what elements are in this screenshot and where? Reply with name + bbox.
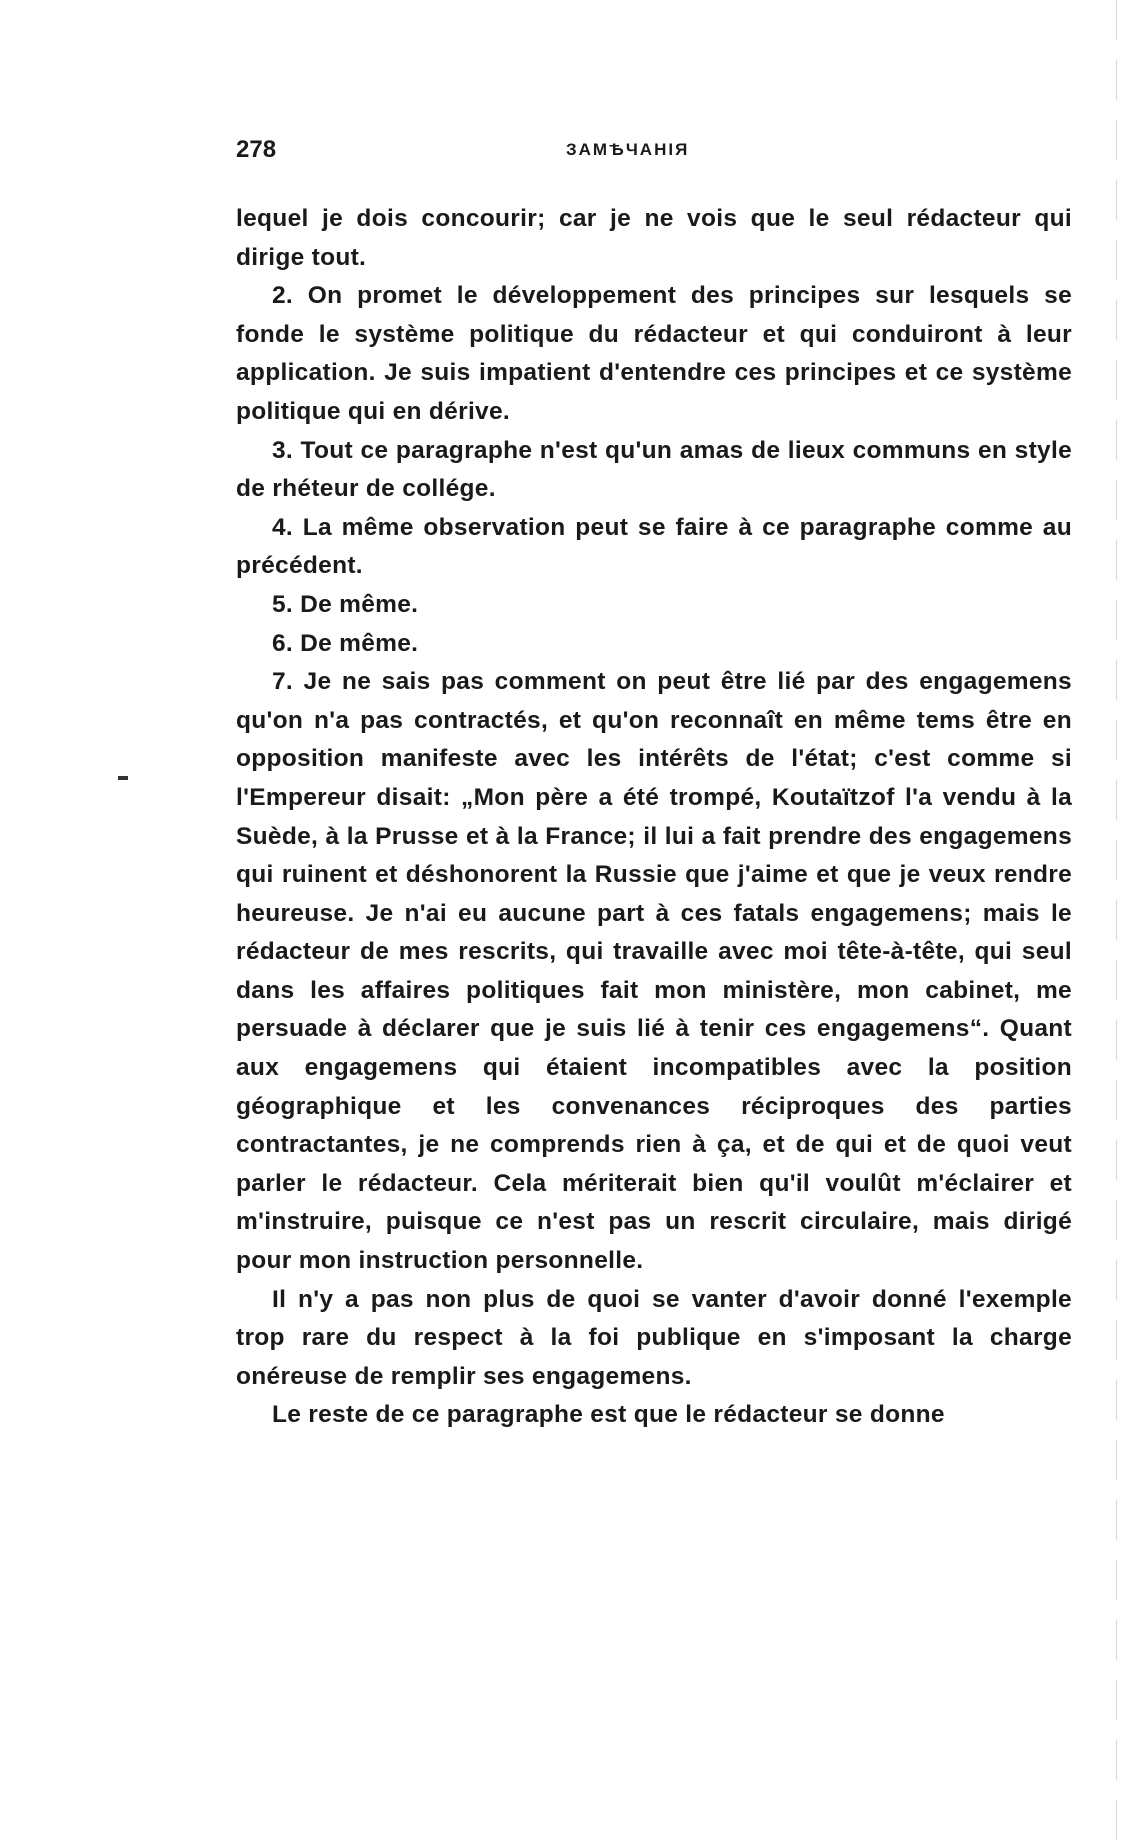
paragraph-2: 2. On promet le développement des principes sur lesquels se fonde le système politique du rédacteur et qui conduiront à leur application. Je suis impatient d'entendre ces principes et ce système politique qui en dérive. bbox=[236, 282, 1072, 425]
paragraph-4: 4. La même observation peut se faire à ce paragraphe comme au précédent. bbox=[236, 513, 1072, 580]
running-head: ЗАМѢЧАНІЯ bbox=[566, 140, 690, 159]
paragraph-3: 3. Tout ce paragraphe n'est qu'un amas de lieux communs en style de rhéteur de collége. bbox=[236, 436, 1072, 503]
page-edge-rule bbox=[1116, 0, 1117, 1846]
paragraph-8: Il n'y a pas non plus de quoi se vanter d'avoir donné l'exemple trop rare du respect à la foi publique en s'imposant la charge onéreuse de remplir ses engagemens. bbox=[236, 1285, 1072, 1390]
page-number: 278 bbox=[236, 136, 277, 163]
page-header bbox=[236, 136, 1076, 176]
paragraph-6: 6. De même. bbox=[272, 629, 419, 657]
margin-mark bbox=[118, 776, 128, 780]
body-text bbox=[236, 200, 1072, 1435]
paragraph-7: 7. Je ne sais pas comment on peut être lié par des engagemens qu'on n'a pas contractés, et qu'on reconnaît en même tems être en opposition manifeste avec les intérêts de l'état; c'est comme si l'Empereur disait: „Mon père a été trompé, Koutaïtzof l'a vendu à la Suède, à la Prusse et à la France; il lui a fait prendre des engagemens qui ruinent et déshonorent la Russie que j'aime et que je veux rendre heureuse. Je n'ai eu aucune part à ces fatals engagemens; mais le rédacteur de mes rescrits, qui travaille avec moi tête-à-tête, qui seul dans les affaires politiques fait mon ministère, mon cabinet, me persuade à déclarer que je suis lié à tenir ces engagemens“. Quant aux engagemens qui étaient incompatibles avec la position géographique et les convenances réciproques des parties contractantes, je ne comprends rien à ça, et de qui et de quoi veut parler le rédacteur. Cela mériterait bien qu'il voulût m'éclairer et m'instruire, puisque ce n'est pas un rescrit circulaire, mais dirigé pour mon instruction personnelle. bbox=[236, 668, 1072, 1275]
paragraph-9: Le reste de ce paragraphe est que le rédacteur se donne bbox=[272, 1401, 945, 1429]
paragraph-continuation: lequel je dois concourir; car je ne vois que le seul rédacteur qui dirige tout. bbox=[236, 205, 1072, 271]
paragraph-5: 5. De même. bbox=[272, 590, 419, 618]
